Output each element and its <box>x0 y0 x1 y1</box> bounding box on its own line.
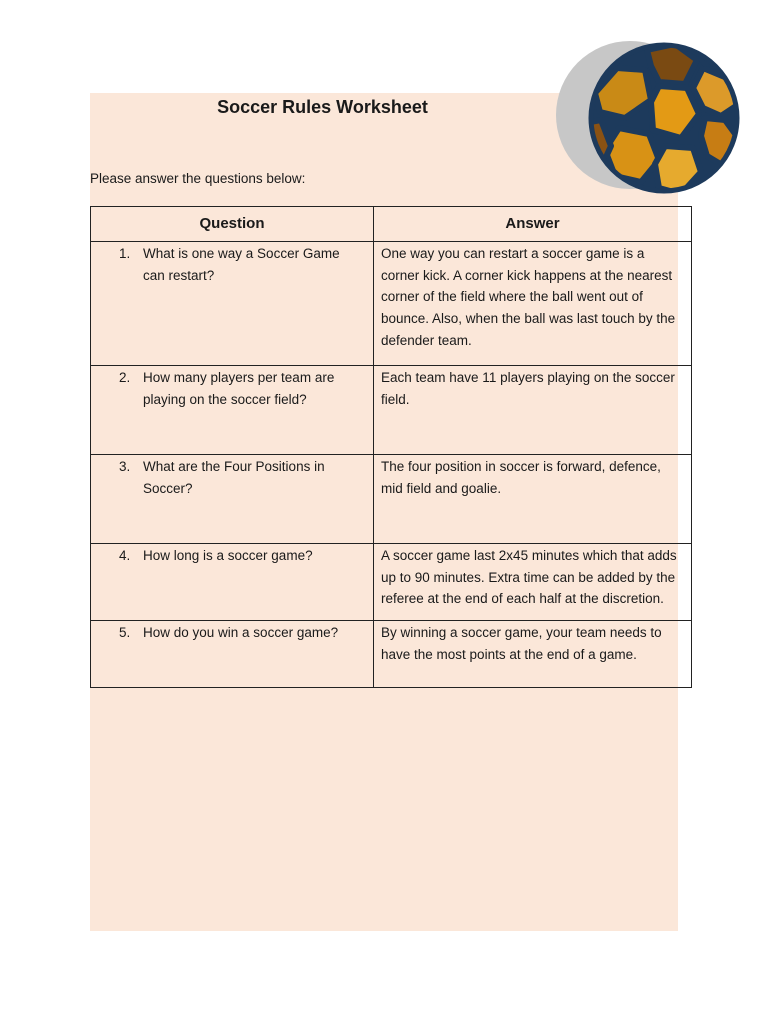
question-answer-table <box>90 206 692 688</box>
answer-text: The four position in soccer is forward, defence, mid field and goalie. <box>381 459 661 496</box>
question-text: What are the Four Positions in Soccer? <box>143 459 325 496</box>
answer-cell <box>374 455 692 544</box>
question-number: 3. <box>119 459 131 474</box>
question-cell <box>91 455 374 544</box>
table-row <box>91 455 692 544</box>
question-text: How do you win a soccer game? <box>143 625 339 640</box>
answer-text: One way you can restart a soccer game is a corner kick. A corner kick happens at the nearest corner of the field where the ball went out of bounce. Also, when the ball was last touch by the defender team. <box>381 246 676 348</box>
question-text: How many players per team are playing on the soccer field? <box>143 370 335 407</box>
answer-cell <box>374 544 692 621</box>
table-header-row <box>91 207 692 242</box>
question-cell <box>91 544 374 621</box>
answer-column-header: Answer <box>374 207 692 242</box>
question-text: How long is a soccer game? <box>143 548 313 563</box>
question-cell <box>91 366 374 455</box>
answer-text: By winning a soccer game, your team needs to have the most points at the end of a game. <box>381 625 662 662</box>
instructions-text: Please answer the questions below: <box>90 171 306 186</box>
soccer-ball-icon <box>555 38 741 196</box>
question-text: What is one way a Soccer Game can restart? <box>143 246 340 283</box>
answer-cell <box>374 621 692 688</box>
answer-text: Each team have 11 players playing on the soccer field. <box>381 370 675 407</box>
table-row <box>91 621 692 688</box>
table-row <box>91 242 692 366</box>
table-row <box>91 366 692 455</box>
answer-cell <box>374 366 692 455</box>
answer-text: A soccer game last 2x45 minutes which that adds up to 90 minutes. Extra time can be added by the referee at the end of each half at the discretion. <box>381 548 677 607</box>
table-row <box>91 544 692 621</box>
question-cell <box>91 621 374 688</box>
question-number: 5. <box>119 625 131 640</box>
worksheet-title: Soccer Rules Worksheet <box>217 97 428 117</box>
question-cell <box>91 242 374 366</box>
question-column-header: Question <box>91 207 374 242</box>
question-number: 4. <box>119 548 131 563</box>
question-number: 2. <box>119 370 131 385</box>
question-number: 1. <box>119 246 131 261</box>
answer-cell <box>374 242 692 366</box>
